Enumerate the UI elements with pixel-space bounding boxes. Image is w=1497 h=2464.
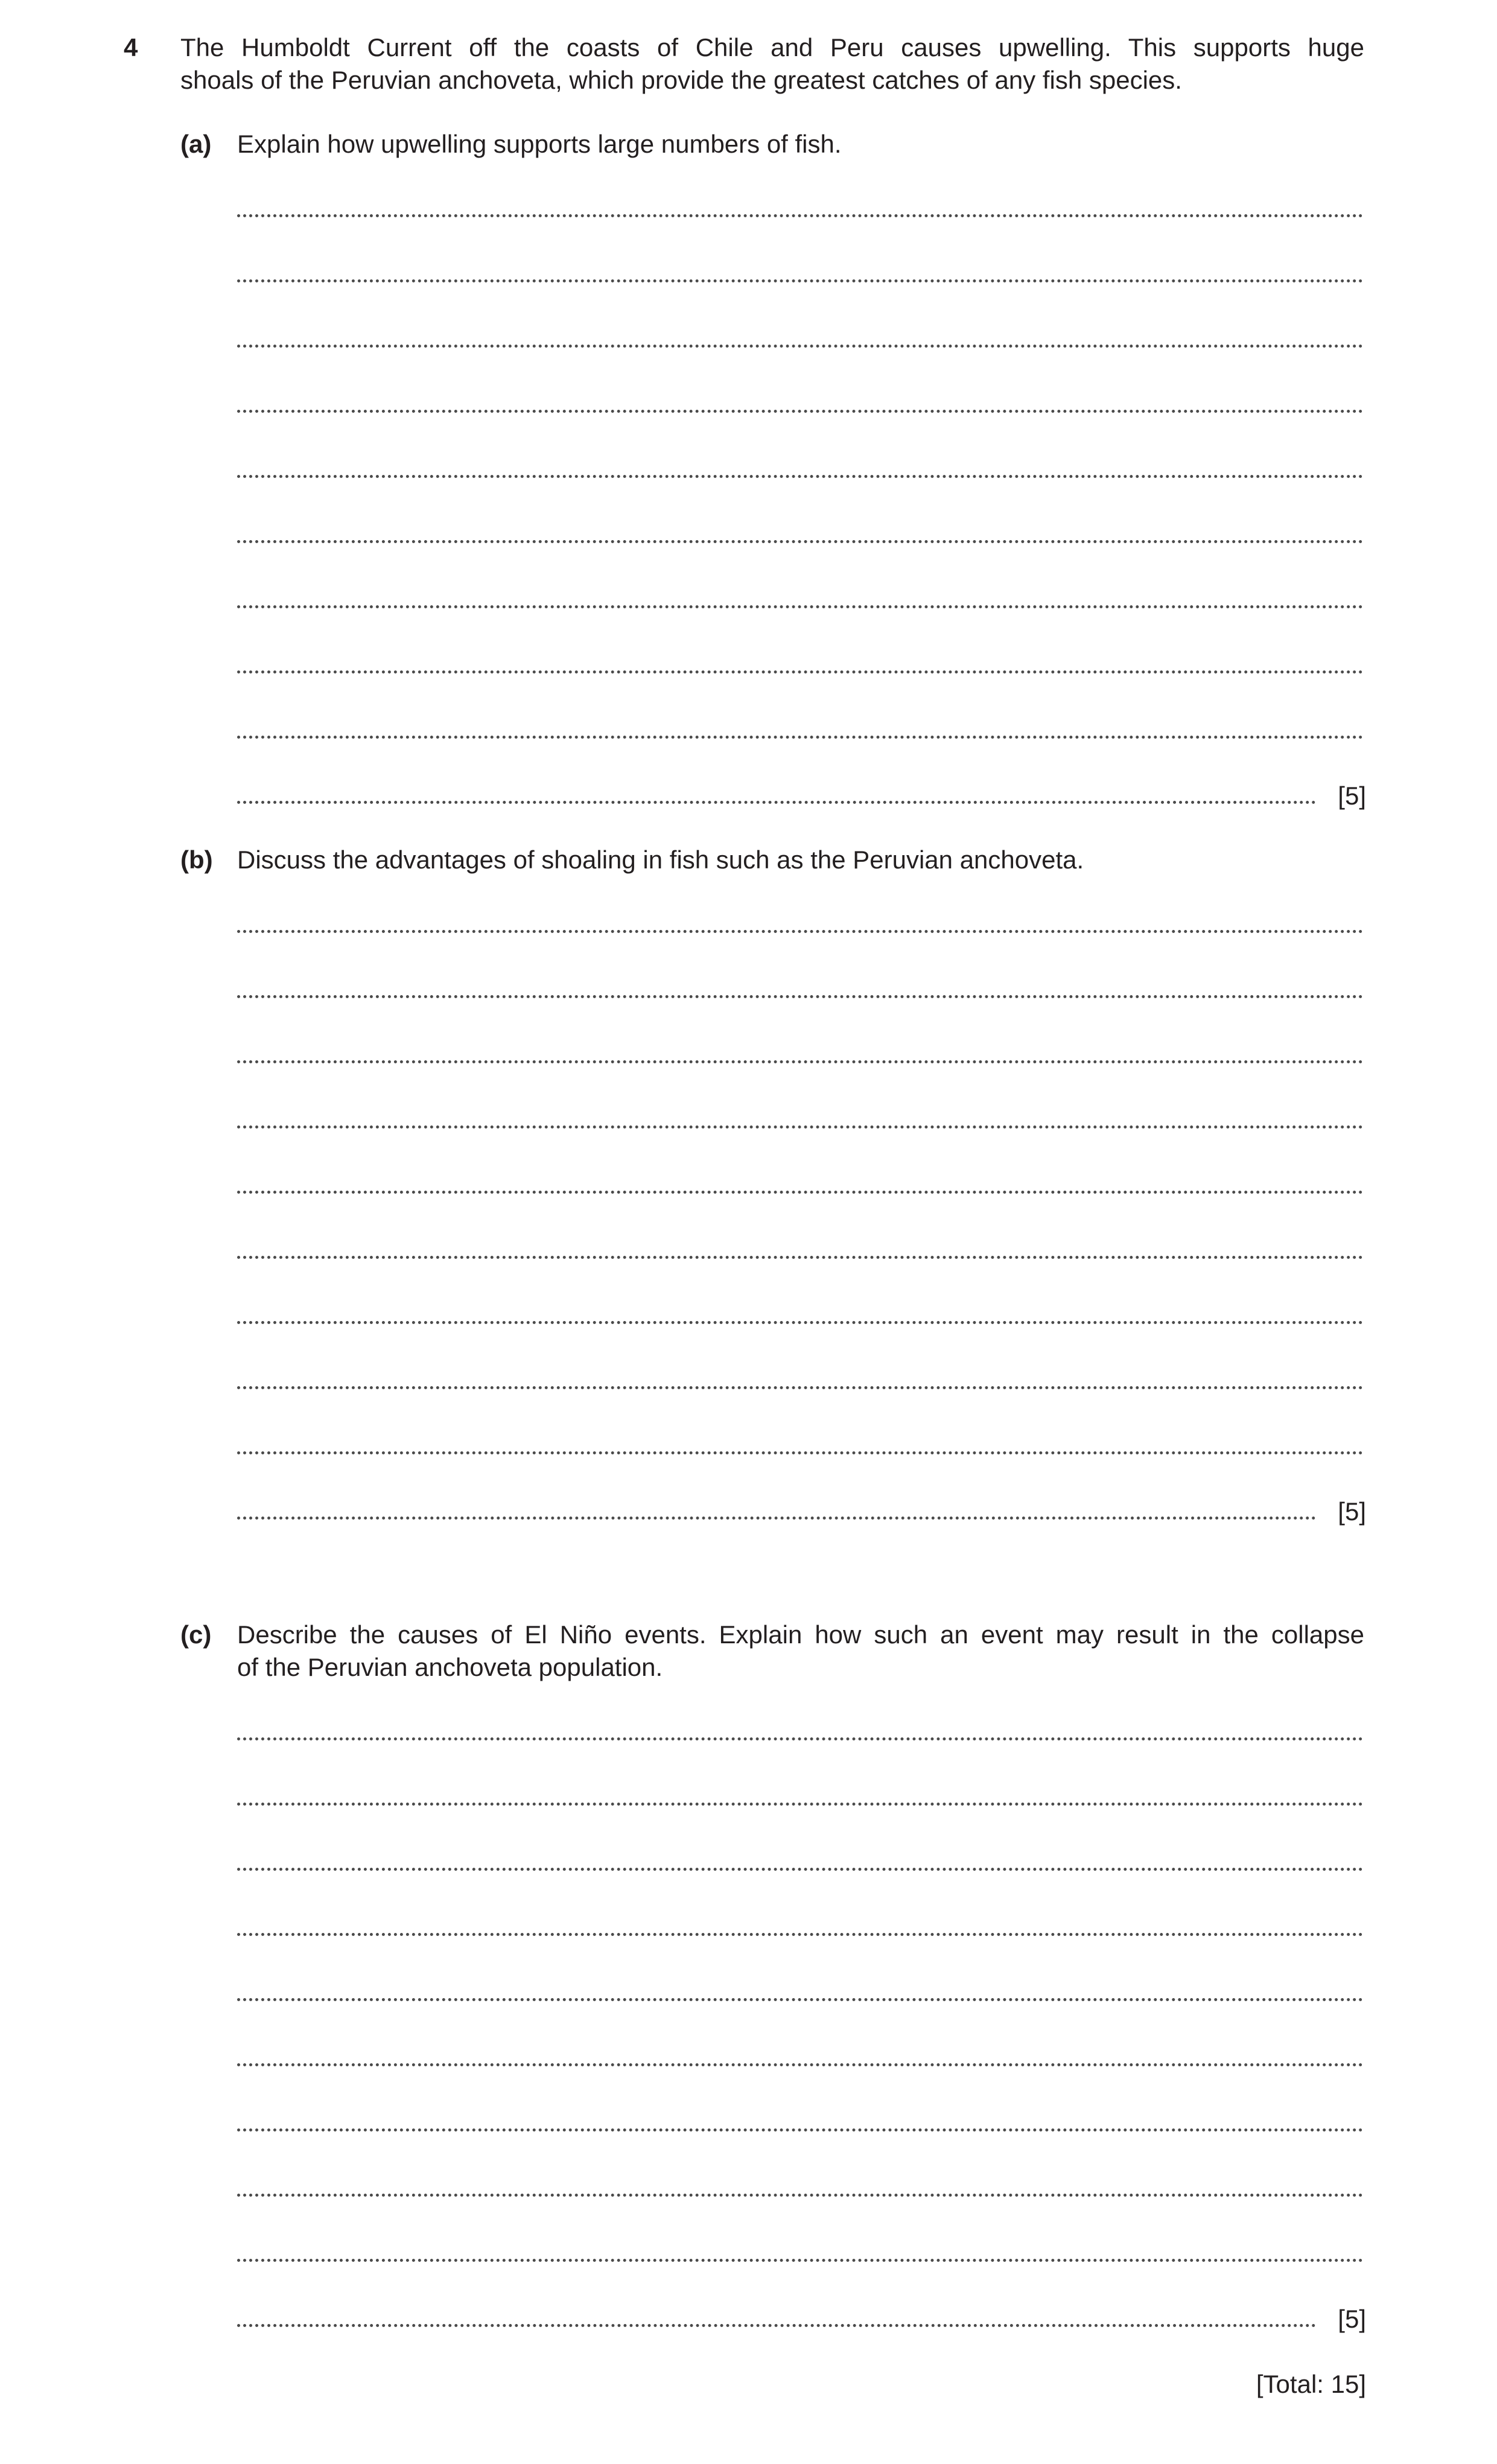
answer-line[interactable] [237,214,1363,217]
answer-line[interactable] [237,279,1363,282]
answer-line[interactable] [237,1998,1363,2001]
part-a-prompt: Explain how upwelling supports large numbers of fish. [237,130,842,158]
answer-line[interactable] [237,1803,1363,1806]
answer-line[interactable] [237,2063,1363,2066]
part-a-label: (a) [180,130,212,158]
part-c-prompt-line-2: of the Peruvian anchoveta population. [237,1653,663,1681]
answer-line[interactable] [237,475,1363,478]
part-b [180,844,1364,876]
answer-line[interactable] [237,2259,1363,2262]
answer-line[interactable] [237,1933,1363,1936]
answer-line[interactable] [237,605,1363,608]
answer-line[interactable] [237,2194,1363,2197]
part-a-marks: [5] [1338,782,1366,810]
part-c-prompt [237,1619,1364,1684]
part-b-prompt: Discuss the advantages of shoaling in fish such as the Peruvian anchoveta. [237,845,1084,874]
answer-line[interactable] [237,930,1363,933]
part-c-label: (c) [180,1620,212,1649]
answer-line[interactable] [237,801,1316,804]
part-c-prompt-line-1: Describe the causes of El Niño events. Explain how such an event may result in the collapse [237,1620,1364,1649]
part-c-marks: [5] [1338,2305,1366,2333]
question-stem-line-2: shoals of the Peruvian anchoveta, which provide the greatest catches of any fish species. [180,66,1182,94]
answer-line[interactable] [237,410,1363,413]
answer-line[interactable] [237,1321,1363,1324]
answer-line[interactable] [237,1386,1363,1389]
part-b-label: (b) [180,845,213,874]
answer-line[interactable] [237,1868,1363,1871]
total-marks: [Total: 15] [1256,2370,1366,2398]
answer-line[interactable] [237,995,1363,998]
answer-line[interactable] [237,345,1363,348]
part-a [180,128,1364,161]
question-stem [180,31,1364,97]
question-number: 4 [124,33,138,62]
answer-line[interactable] [237,736,1363,739]
answer-line[interactable] [237,1060,1363,1063]
answer-line[interactable] [237,670,1363,673]
answer-line[interactable] [237,1737,1363,1740]
part-b-marks: [5] [1338,1497,1366,1526]
answer-line[interactable] [237,1125,1363,1129]
answer-line[interactable] [237,1517,1316,1520]
answer-line[interactable] [237,540,1363,543]
answer-line[interactable] [237,1451,1363,1454]
part-c [180,1619,1364,1684]
answer-line[interactable] [237,1256,1363,1259]
answer-line[interactable] [237,2324,1316,2327]
answer-line[interactable] [237,1191,1363,1194]
question-stem-line-1: The Humboldt Current off the coasts of Chile and Peru causes upwelling. This supports huge [180,33,1364,62]
answer-line[interactable] [237,2128,1363,2131]
